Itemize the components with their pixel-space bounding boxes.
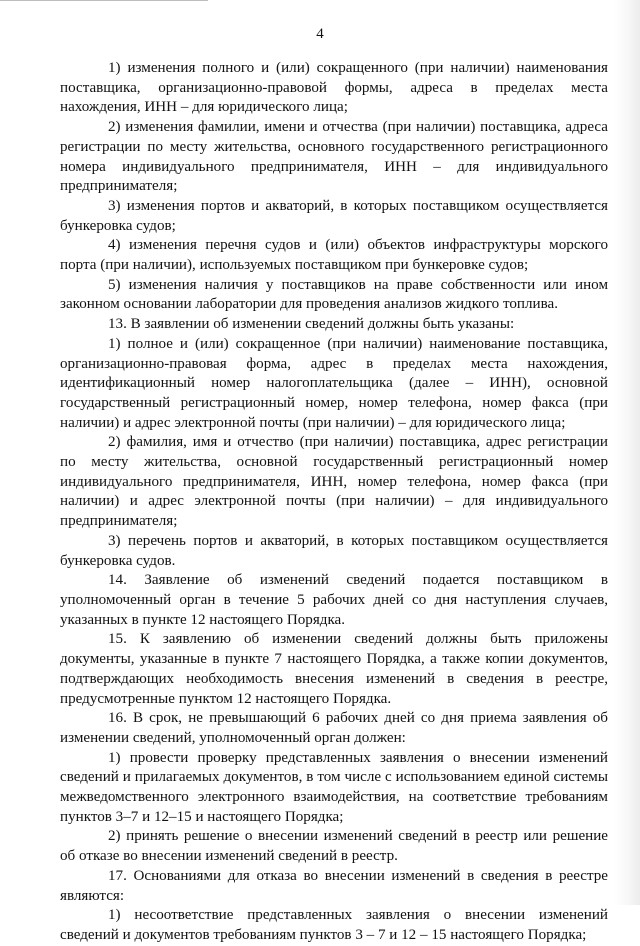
paragraph-13-item-3: 3) перечень портов и акваторий, в которых поставщиком осуществляется бункеровка судов. [60,532,608,569]
paragraph-section-15: 15. К заявлению об изменении сведений должны быть приложены документы, указанные в пункте 7 настоящего Порядка, а также копии документов, подтверждающих необходимость внесения изменений в сведения в реестре, предусмотренные пунктом 12 настоящего Порядка. [60,631,608,707]
paragraph-item-2: 2) изменения фамилии, имени и отчества (при наличии) поставщика, адреса регистрации по месту жительства, основного государственного регистрационного номера индивидуального предпринимателя, ИНН – для индивидуального предпринимателя; [60,119,608,195]
paragraph-13-item-2: 2) фамилия, имя и отчество (при наличии) поставщика, адрес регистрации по месту жительства, основной государственный регистрационный номер индивидуального предпринимателя, ИНН, номер телефона, номер факса (при наличии) и адрес электронной почты (при наличии) – для индивидуального предпринимателя; [60,434,608,530]
top-divider-line [0,0,208,1]
document-body [60,59,608,946]
paragraph-section-17: 17. Основаниями для отказа во внесении изменений в сведения в реестре являются: [60,867,608,904]
page-number: 4 [316,26,324,42]
paragraph-item-5: 5) изменения наличия у поставщиков на праве собственности или ином законном основании лаборатории для проведения анализов жидкого топлива. [60,276,608,313]
paragraph-section-14: 14. Заявление об изменений сведений подается поставщиком в уполномоченный орган в течение 5 рабочих дней со дня наступления случаев, указанных в пункте 12 настоящего Порядка. [60,572,608,628]
paragraph-item-4: 4) изменения перечня судов и (или) объектов инфраструктуры морского порта (при наличии), используемых поставщиком при бункеровке судов; [60,237,608,274]
paragraph-item-1: 1) изменения полного и (или) сокращенного (при наличии) наименования поставщика, организационно-правовой формы, адреса в пределах места нахождения, ИНН – для юридического лица; [60,60,608,116]
paragraph-section-16: 16. В срок, не превышающий 6 рабочих дней со дня приема заявления об изменении сведений, уполномоченный орган должен: [60,710,608,746]
paragraph-17-item-1: 1) несоответствие представленных заявления о внесении изменений сведений и документов требованиям пунктов 3 – 7 и 12 – 15 настоящего Порядка; [60,907,608,943]
paragraph-13-item-1: 1) полное и (или) сокращенное (при наличии) наименование поставщика, организационно-правовая форма, адрес в пределах места нахождения, идентификационный номер налогоплательщика (далее – ИНН), основной государственный регистрационный номер, номер телефона, номер факса (при наличии) и адрес электронной почты (при наличии) – для юридического лица; [60,335,608,431]
paragraph-item-3: 3) изменения портов и акваторий, в которых поставщиком осуществляется бункеровка судов; [60,197,608,234]
paragraph-16-item-1: 1) провести проверку представленных заявления о внесении изменений сведений и прилагаемых документов, в том числе с использованием единой системы межведомственного электронного взаимодействия, на соответствие требованиям пунктов 3–7 и 12–15 и настоящего Порядка; [60,749,608,825]
paragraph-16-item-2: 2) принять решение о внесении изменений сведений в реестр или решение об отказе во внесении изменений сведений в реестр. [60,828,608,865]
page-edge-shadow [614,0,640,905]
paragraph-section-13: 13. В заявлении об изменении сведений должны быть указаны: [108,316,515,333]
